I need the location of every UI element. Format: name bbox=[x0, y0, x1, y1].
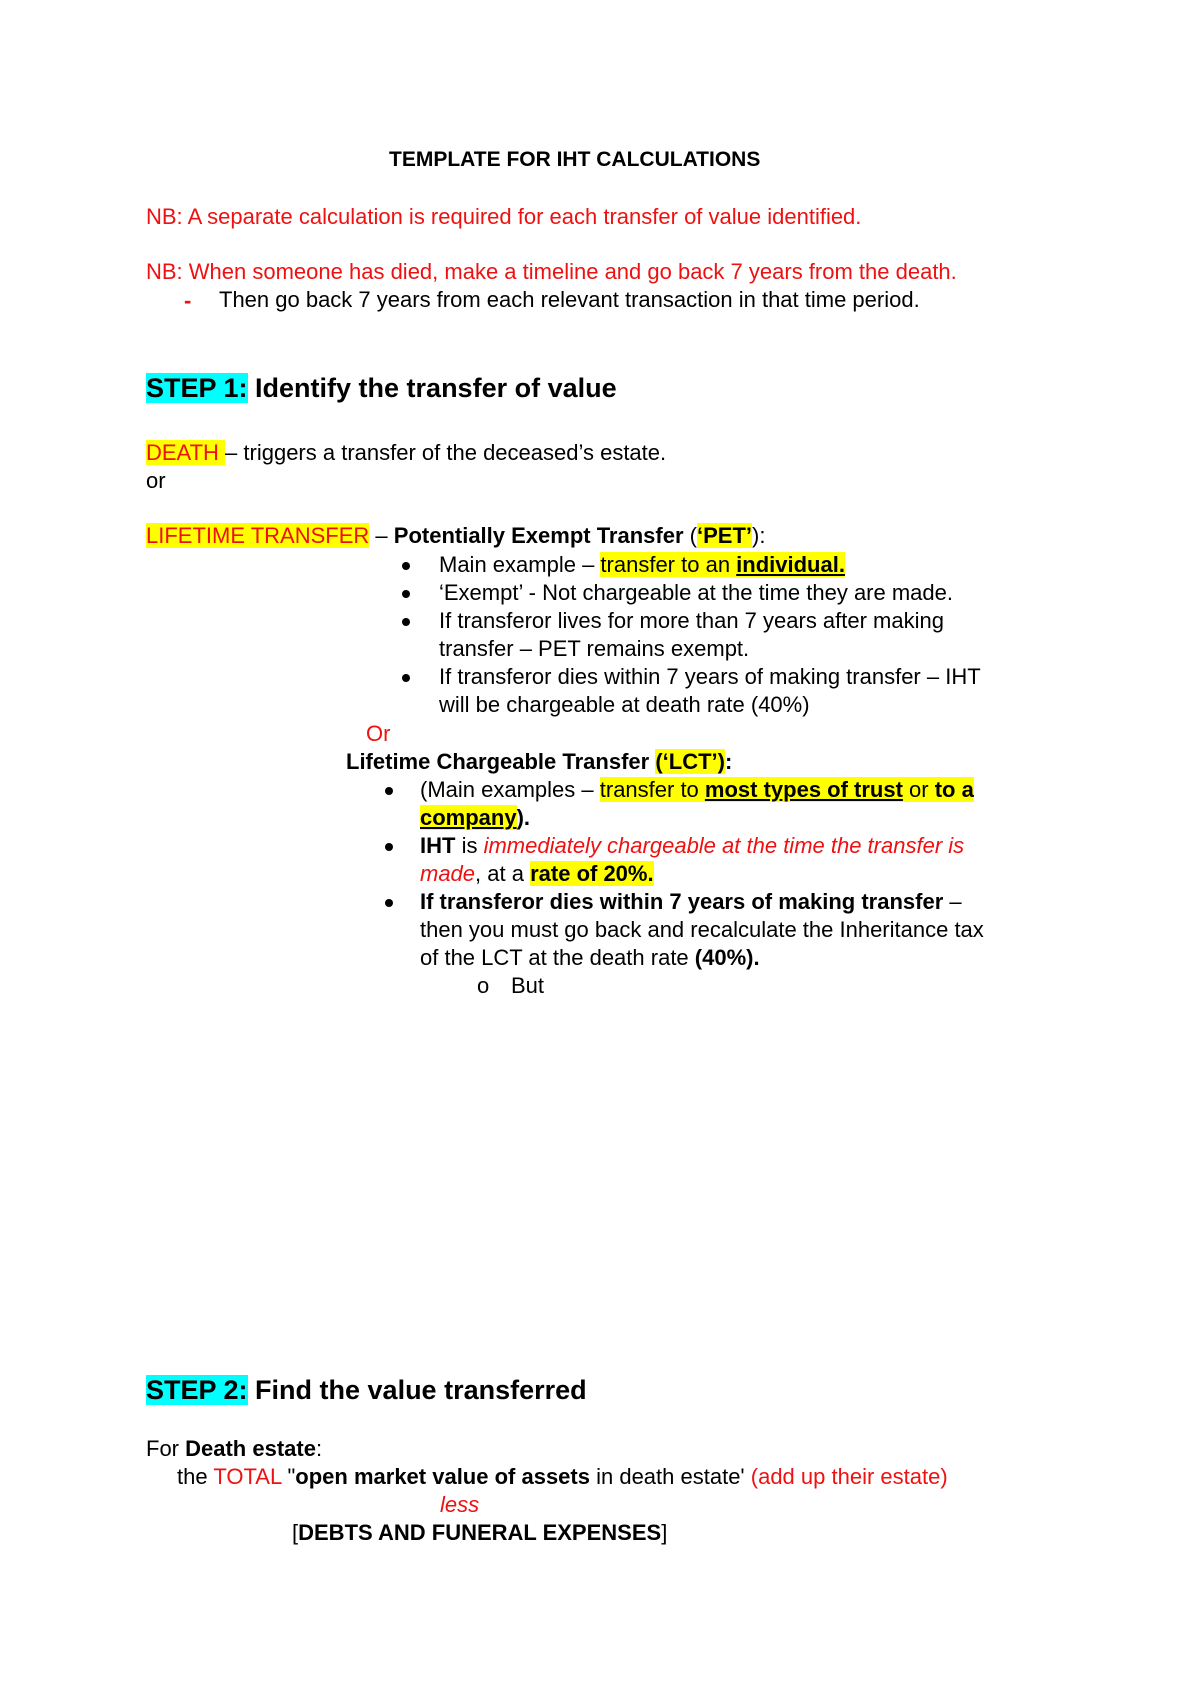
nb-note-2: NB: When someone has died, make a timeline and go back 7 years from the death. bbox=[146, 259, 957, 284]
total-line bbox=[177, 1463, 948, 1491]
less-text: less bbox=[440, 1492, 480, 1517]
lct-bullet-3-bold: If transferor dies within 7 years of making transfer bbox=[420, 889, 944, 914]
lct-bullet-1-company: company bbox=[420, 805, 517, 830]
pet-paren-open: ( bbox=[683, 523, 697, 548]
lct-bullet-2-is: is bbox=[455, 833, 484, 858]
nb-note-1: NB: A separate calculation is required for each transfer of value identified. bbox=[146, 204, 862, 229]
step-2-title: Find the value transferred bbox=[247, 1375, 587, 1405]
lct-bullet-1-highlight: transfer to bbox=[599, 777, 705, 802]
step-2-label: STEP 2: bbox=[146, 1375, 248, 1405]
pet-bullet-1-text: Main example – bbox=[439, 552, 601, 577]
bullet-dot bbox=[402, 562, 410, 570]
bullet-dot bbox=[385, 843, 393, 851]
lct-bullet-3-dash: – bbox=[943, 889, 962, 914]
pet-bullet-2: ‘Exempt’ - Not chargeable at the time they are made. bbox=[439, 580, 953, 605]
lct-bullet-3-line-2: then you must go back and recalculate the Inheritance tax bbox=[420, 917, 984, 942]
lct-bullet-1-trust: most types of trust bbox=[704, 777, 903, 802]
lct-bullet-2-made: made bbox=[420, 861, 476, 886]
lct-bullet-2-immediately: immediately chargeable at the time the transfer is bbox=[483, 833, 965, 858]
death-description: – triggers a transfer of the deceased’s estate. bbox=[225, 440, 667, 465]
lct-bullet-1-line-1 bbox=[420, 776, 974, 804]
pet-bullet-1 bbox=[439, 551, 845, 579]
for-text: For bbox=[146, 1436, 186, 1461]
quote-open: " bbox=[281, 1464, 296, 1489]
lct-bullet-3-line-1 bbox=[420, 888, 962, 916]
step-2-heading bbox=[146, 1373, 587, 1407]
pet-label: Potentially Exempt Transfer bbox=[393, 523, 684, 548]
or-text: or bbox=[146, 468, 166, 493]
in-death-estate: in death estate' bbox=[589, 1464, 745, 1489]
debts-funeral-expenses: DEBTS AND FUNERAL EXPENSES bbox=[298, 1520, 662, 1545]
add-up-estate: (add up their estate) bbox=[744, 1464, 948, 1489]
lct-abbr: (‘LCT’) bbox=[655, 749, 725, 774]
lct-bullet-3-rate: (40%). bbox=[694, 945, 760, 970]
lifetime-dash: – bbox=[369, 523, 394, 548]
total-text: TOTAL bbox=[213, 1464, 282, 1489]
lct-bullet-2-line-2 bbox=[420, 860, 654, 888]
bullet-dot bbox=[402, 674, 410, 682]
death-keyword: DEATH bbox=[146, 440, 226, 465]
pet-bullet-3-line-2: transfer – PET remains exempt. bbox=[439, 636, 750, 661]
death-estate-label: Death estate bbox=[185, 1436, 316, 1461]
bullet-dot bbox=[385, 899, 393, 907]
or-red-text: Or bbox=[366, 721, 391, 746]
lct-bullet-2-line-1 bbox=[420, 832, 964, 860]
pet-paren-close: ): bbox=[752, 523, 766, 548]
pet-bullet-1-individual: individual. bbox=[736, 552, 845, 577]
death-line bbox=[146, 439, 666, 467]
lct-bullet-2-iht: IHT bbox=[420, 833, 456, 858]
step-1-label: STEP 1: bbox=[146, 373, 248, 403]
step-1-title: Identify the transfer of value bbox=[247, 373, 617, 403]
debts-line bbox=[292, 1519, 667, 1547]
lifetime-transfer-line bbox=[146, 522, 765, 550]
the-text: the bbox=[177, 1464, 214, 1489]
lct-bullet-2-rate: rate of 20%. bbox=[530, 861, 654, 886]
lct-bullet-3-text: of the LCT at the death rate bbox=[420, 945, 695, 970]
lct-bullet-3-line-3 bbox=[420, 944, 760, 972]
bracket-open: [ bbox=[292, 1520, 299, 1545]
pet-bullet-3-line-1: If transferor lives for more than 7 years after making bbox=[439, 608, 944, 633]
pet-abbr: ‘PET’ bbox=[696, 523, 752, 548]
lct-bullet-1-text: (Main examples – bbox=[420, 777, 600, 802]
lct-bullet-1-to-a: to a bbox=[934, 777, 974, 802]
nb-note-2-sub: Then go back 7 years from each relevant transaction in that time period. bbox=[219, 287, 920, 312]
dash-marker: - bbox=[184, 288, 192, 313]
document-title: TEMPLATE FOR IHT CALCULATIONS bbox=[389, 148, 761, 171]
lct-bullet-1-or: or bbox=[902, 777, 935, 802]
death-estate-colon: : bbox=[315, 1436, 323, 1461]
pet-bullet-4-line-1: If transferor dies within 7 years of making transfer – IHT bbox=[439, 664, 981, 689]
lct-label: Lifetime Chargeable Transfer bbox=[346, 749, 656, 774]
open-market-value: open market value of assets bbox=[295, 1464, 590, 1489]
lct-bullet-1-line-2 bbox=[420, 804, 530, 832]
bullet-dot bbox=[402, 590, 410, 598]
lct-heading bbox=[346, 748, 732, 776]
sub-bullet-but: But bbox=[511, 973, 545, 998]
lifetime-transfer-keyword: LIFETIME TRANSFER bbox=[146, 523, 370, 548]
lct-bullet-2-at-a: , at a bbox=[475, 861, 531, 886]
pet-bullet-4-line-2: will be chargeable at death rate (40%) bbox=[439, 692, 810, 717]
lct-bullet-1-close: ). bbox=[516, 805, 531, 830]
bullet-dot bbox=[402, 618, 410, 626]
step-1-heading bbox=[146, 371, 617, 405]
bullet-dot bbox=[385, 787, 393, 795]
sub-bullet-marker: o bbox=[477, 973, 490, 998]
pet-bullet-1-highlight: transfer to an bbox=[600, 552, 737, 577]
bracket-close: ] bbox=[661, 1520, 668, 1545]
death-estate-line bbox=[146, 1435, 322, 1463]
lct-colon: : bbox=[724, 749, 733, 774]
